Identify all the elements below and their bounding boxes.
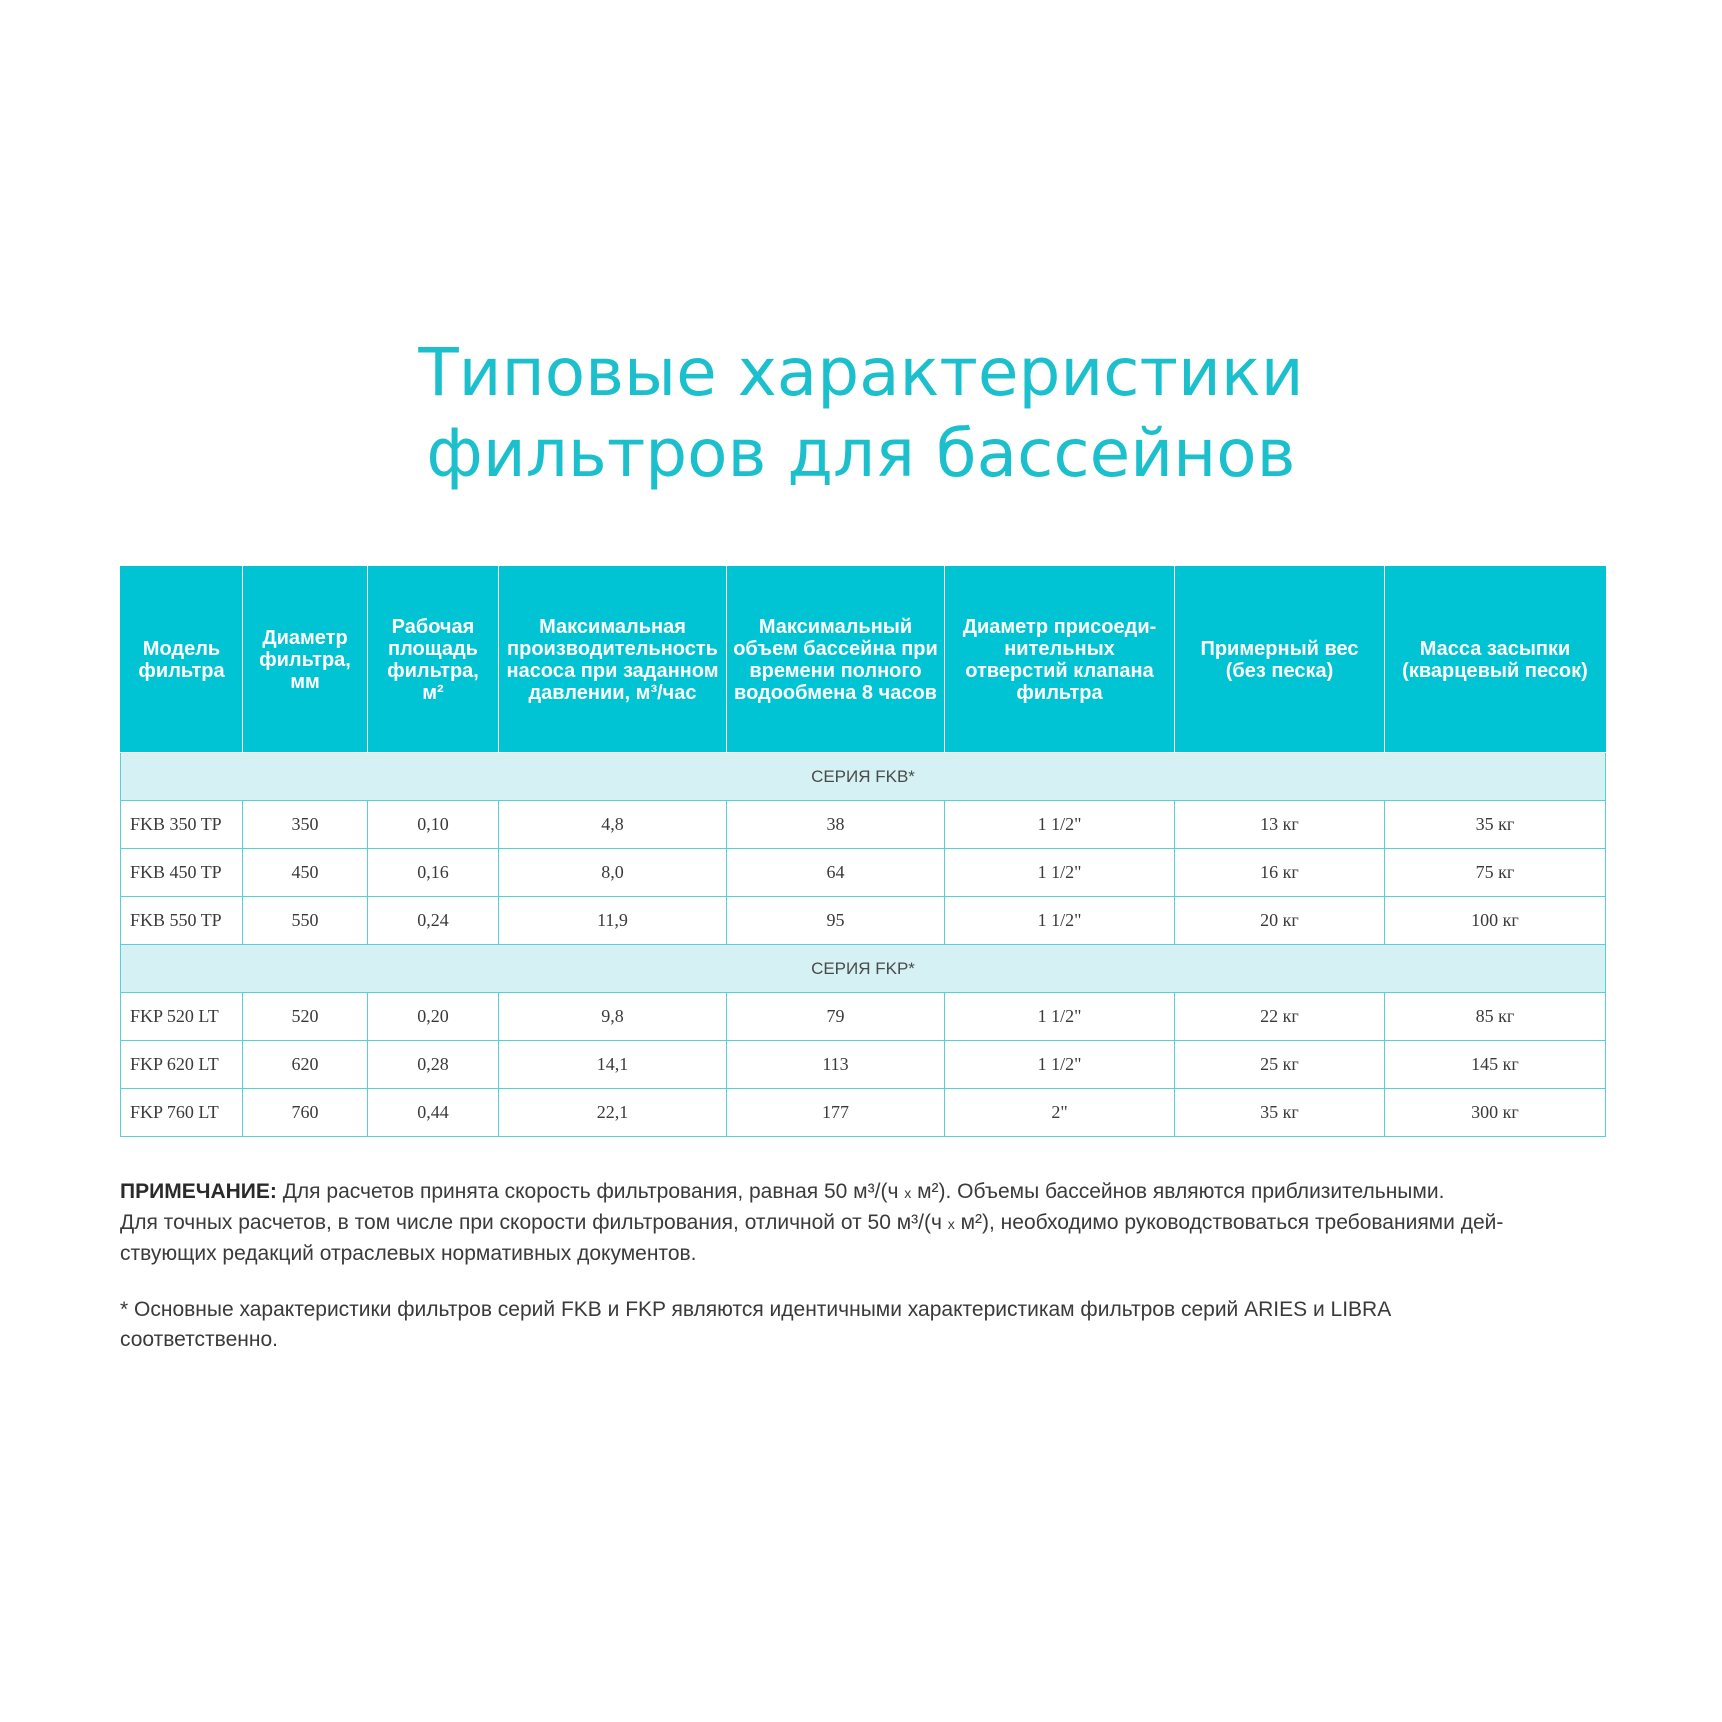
header-model: Модель фильтра (121, 567, 243, 753)
cell-area: 0,16 (368, 849, 499, 897)
filter-spec-table (120, 566, 1606, 1137)
note-label: ПРИМЕЧАНИЕ: (120, 1180, 277, 1203)
footnote-line-1: * Основные характеристики фильтров серий FKB и FKP являются идентичными характеристикам фильтров серий ARIES и LIBRA (120, 1298, 1392, 1321)
note-line-2 (120, 1208, 1610, 1239)
cell-sand: 85 кг (1385, 993, 1606, 1041)
cell-weight: 35 кг (1175, 1089, 1385, 1137)
cell-capacity: 14,1 (499, 1041, 727, 1089)
cell-weight: 13 кг (1175, 801, 1385, 849)
cell-valve: 1 1/2" (945, 993, 1175, 1041)
note-text-1b: м²). Объемы бассейнов являются приблизительными. (911, 1180, 1445, 1203)
notes-spacer (120, 1269, 1610, 1295)
notes-section (120, 1177, 1610, 1355)
cell-diameter: 760 (243, 1089, 368, 1137)
cell-area: 0,24 (368, 897, 499, 945)
cell-model: FKP 620 LT (121, 1041, 243, 1089)
note-text-1a: Для расчетов принята скорость фильтрования, равная 50 м³/(ч (276, 1180, 905, 1203)
cell-volume: 64 (727, 849, 945, 897)
cell-capacity: 9,8 (499, 993, 727, 1041)
series-label-fkp: СЕРИЯ FKP* (121, 945, 1606, 993)
cell-valve: 1 1/2" (945, 1041, 1175, 1089)
table-row (121, 1041, 1606, 1089)
cell-valve: 1 1/2" (945, 801, 1175, 849)
cell-diameter: 350 (243, 801, 368, 849)
page-title-line-1: Типовые характеристики (418, 334, 1304, 411)
cell-volume: 95 (727, 897, 945, 945)
series-row-fkb (121, 753, 1606, 801)
cell-capacity: 11,9 (499, 897, 727, 945)
header-pump-capacity: Максимальная производительность насоса при заданном давлении, м³/час (499, 567, 727, 753)
header-weight: Примерный вес (без песка) (1175, 567, 1385, 753)
cell-diameter: 450 (243, 849, 368, 897)
header-area: Рабочая площадь фильтра, м² (368, 567, 499, 753)
cell-volume: 177 (727, 1089, 945, 1137)
note-line-1 (120, 1177, 1610, 1208)
cell-sand: 145 кг (1385, 1041, 1606, 1089)
table-row (121, 897, 1606, 945)
cell-weight: 16 кг (1175, 849, 1385, 897)
page-title-line-2: фильтров для бассейнов (426, 415, 1296, 492)
cell-capacity: 22,1 (499, 1089, 727, 1137)
cell-volume: 38 (727, 801, 945, 849)
cell-sand: 100 кг (1385, 897, 1606, 945)
cell-capacity: 4,8 (499, 801, 727, 849)
header-diameter: Диаметр фильтра, мм (243, 567, 368, 753)
cell-valve: 1 1/2" (945, 897, 1175, 945)
table-row (121, 993, 1606, 1041)
series-label-fkb: СЕРИЯ FKB* (121, 753, 1606, 801)
cell-volume: 113 (727, 1041, 945, 1089)
cell-sand: 35 кг (1385, 801, 1606, 849)
cell-diameter: 550 (243, 897, 368, 945)
cell-area: 0,44 (368, 1089, 499, 1137)
table-row (121, 1089, 1606, 1137)
cell-diameter: 520 (243, 993, 368, 1041)
cell-weight: 20 кг (1175, 897, 1385, 945)
cell-model: FKB 450 TP (121, 849, 243, 897)
header-valve-diameter: Диаметр присоеди-нительных отверстий клапана фильтра (945, 567, 1175, 753)
cell-weight: 25 кг (1175, 1041, 1385, 1089)
cell-valve: 2" (945, 1089, 1175, 1137)
note-line-3: ствующих редакций отраслевых нормативных документов. (120, 1242, 697, 1265)
cell-area: 0,10 (368, 801, 499, 849)
header-sand-mass: Масса засыпки (кварцевый песок) (1385, 567, 1606, 753)
cell-model: FKB 550 TP (121, 897, 243, 945)
cell-area: 0,20 (368, 993, 499, 1041)
cell-volume: 79 (727, 993, 945, 1041)
note-text-2b: м²), необходимо руководствоваться требованиями дей- (954, 1211, 1504, 1234)
header-pool-volume: Максимальный объем бассейна при времени полного водообмена 8 часов (727, 567, 945, 753)
cell-area: 0,28 (368, 1041, 499, 1089)
series-row-fkp (121, 945, 1606, 993)
table-header-row (121, 567, 1606, 753)
cell-valve: 1 1/2" (945, 849, 1175, 897)
note-text-2a: Для точных расчетов, в том числе при скорости фильтрования, отличной от 50 м³/(ч (120, 1211, 948, 1234)
note-multiply-sign-2: x (947, 1216, 955, 1232)
cell-sand: 300 кг (1385, 1089, 1606, 1137)
footnote-line-2: соответственно. (120, 1328, 278, 1351)
cell-sand: 75 кг (1385, 849, 1606, 897)
note-multiply-sign-1: x (904, 1185, 912, 1201)
page-title (0, 332, 1722, 494)
cell-model: FKP 760 LT (121, 1089, 243, 1137)
cell-capacity: 8,0 (499, 849, 727, 897)
cell-model: FKB 350 TP (121, 801, 243, 849)
table-row (121, 849, 1606, 897)
cell-weight: 22 кг (1175, 993, 1385, 1041)
cell-diameter: 620 (243, 1041, 368, 1089)
cell-model: FKP 520 LT (121, 993, 243, 1041)
table-row (121, 801, 1606, 849)
